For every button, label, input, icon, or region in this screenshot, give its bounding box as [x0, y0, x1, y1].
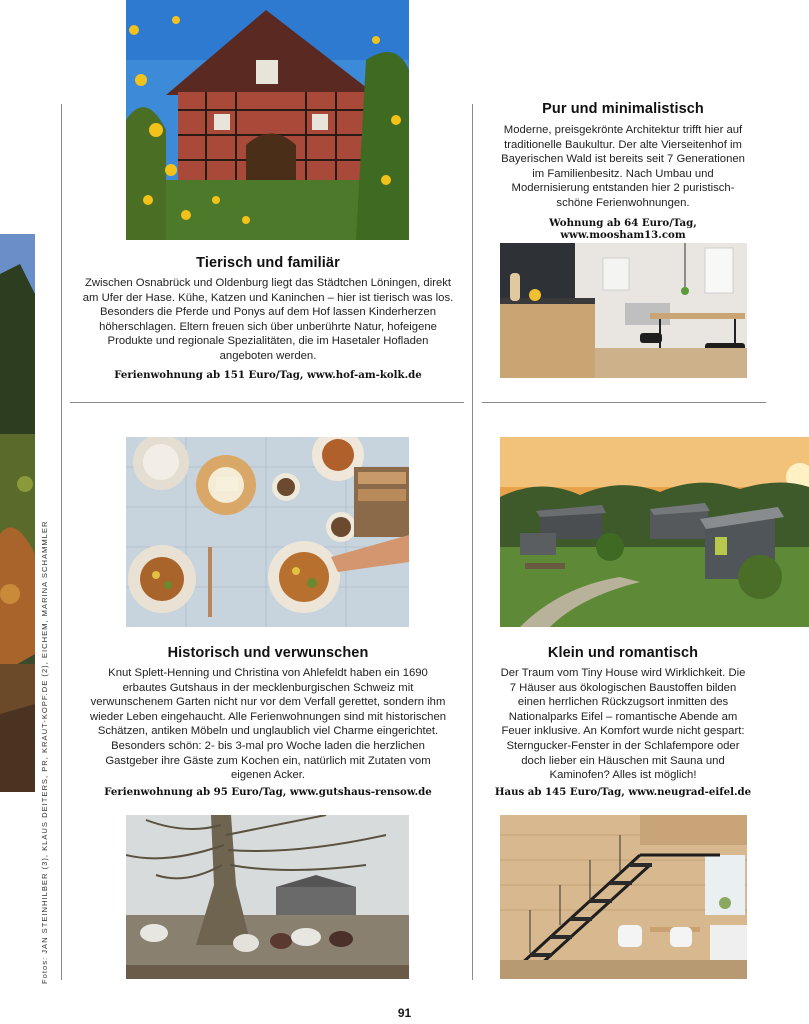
article-2-body: Moderne, preisgekrönte Architektur trifft hier auf traditionelle Baukultur. Der alte Vierseitenhof im Bayerischen Wald ist bereits seit 7 Generationen im Familienbesitz. Nach Umbau und Modernisierung entstanden hier 2 puristisch-schöne Ferienwohnungen.: [501, 124, 745, 209]
article-3-title: Historisch und verwunschen: [167, 645, 369, 661]
soup-table-photo: [126, 437, 409, 627]
article-4-info: Haus ab 145 Euro/Tag, www.neugrad-eifel.de: [494, 786, 752, 798]
article-4-body: Der Traum vom Tiny House wird Wirklichkeit. Die 7 Häuser aus ökologischen Baustoffen bilden einen herrlichen Rückzugsort inmitten des Nationalparks Eifel – romantische Abende am Feuer inklusive. An Komfort wurde nicht gespart: Sterngucker-Fenster in der Schlafempore oder doch lieber ein Häuschen mit Sauna und Kaminofen? Alles ist möglich!: [500, 667, 746, 782]
tiny-house-interior-photo: [500, 815, 747, 979]
left-edge-forest-photo: [0, 234, 35, 792]
divider-center: [472, 104, 473, 980]
sheep-under-tree-photo: [126, 815, 409, 979]
minimalist-interior-photo: [500, 243, 747, 378]
divider-horizontal-left: [70, 402, 464, 403]
tiny-houses-sunset-photo: [500, 437, 809, 627]
article-4-title: Klein und romantisch: [547, 645, 699, 661]
article-3-body: Knut Splett-Henning und Christina von Ahlefeldt haben ein 1690 erbautes Gutshaus in der mecklenburgischen Schweiz mit verwunschenem Garten nicht nur vor dem Verfall gerettet, sondern ihm wieder Leben eingehaucht. Alle Ferienwohnungen sind mit historischen Schätzen, antiken Möbeln und unglaublich viel Charme eingerichtet. Besonders schön: 2- bis 3-mal pro Woche laden die herzlichen Gastgeber ihre Gäste zum Kochen ein, natürlich mit Zutaten vom eigenen Acker.: [89, 667, 447, 782]
divider-horizontal-right: [482, 402, 766, 403]
article-3-info: Ferienwohnung ab 95 Euro/Tag, www.gutshaus-rensow.de: [104, 786, 432, 798]
article-1-body: Zwischen Osnabrück und Oldenburg liegt das Städtchen Löningen, direkt am Ufer der Hase. Kühe, Katzen und Kaninchen – hier ist tierisch was los. Besonders die Pferde und Ponys auf dem Hof lassen Kinderherzen höherschlagen. Eltern freuen sich über unberührte Natur, hofeigene Produkte und regionale Spezialitäten, die im Hasetaler Hofladen angeboten werden.: [82, 277, 454, 362]
photo-credits: Fotos: JAN STEINHILBER (3), KLAUS DEITERS, PR, KRAUT-KOPF.DE (2), EICHEM, MARINA SCHAMMLER: [40, 520, 49, 984]
article-1-title: Tierisch und familiär: [196, 255, 340, 271]
farmhouse-photo: [126, 0, 409, 240]
page-number: 91: [397, 1006, 412, 1020]
article-1-info: Ferienwohnung ab 151 Euro/Tag, www.hof-am-kolk.de: [114, 369, 422, 381]
article-2-title: Pur und minimalistisch: [542, 101, 704, 117]
article-2-info: Wohnung ab 64 Euro/Tag, www.moosham13.com: [549, 217, 697, 241]
divider-left: [61, 104, 62, 980]
